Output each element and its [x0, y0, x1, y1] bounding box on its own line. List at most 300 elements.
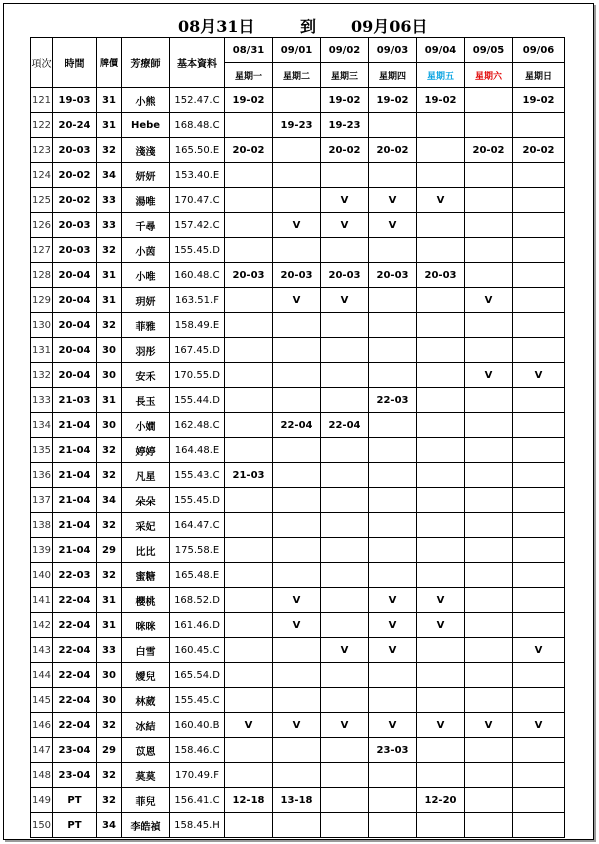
row-price: 32 [97, 563, 122, 588]
row-price: 30 [97, 338, 122, 363]
table-row [31, 788, 565, 813]
schedule-cell [417, 388, 465, 413]
schedule-cell [369, 563, 417, 588]
schedule-cell [369, 813, 417, 838]
row-therapist-name: 蜜糖 [122, 563, 170, 588]
schedule-cell [513, 438, 565, 463]
row-info: 168.52.D [170, 588, 225, 613]
row-info: 170.49.F [170, 763, 225, 788]
row-info: 157.42.C [170, 213, 225, 238]
start-date: 08月31日 [178, 17, 255, 36]
schedule-cell: V [273, 213, 321, 238]
row-price: 30 [97, 363, 122, 388]
schedule-cell [369, 438, 417, 463]
row-time: 21-04 [53, 513, 97, 538]
schedule-cell [417, 163, 465, 188]
schedule-cell [417, 688, 465, 713]
schedule-cell: V [369, 713, 417, 738]
schedule-cell [225, 738, 273, 763]
schedule-cell [417, 488, 465, 513]
schedule-cell: 19-02 [369, 88, 417, 113]
row-price: 32 [97, 313, 122, 338]
row-index: 123 [31, 138, 53, 163]
row-info: 164.47.C [170, 513, 225, 538]
row-index: 131 [31, 338, 53, 363]
schedule-cell: V [369, 588, 417, 613]
row-therapist-name: 安禾 [122, 363, 170, 388]
table-row [31, 513, 565, 538]
table-row [31, 88, 565, 113]
schedule-cell: V [513, 638, 565, 663]
row-index: 125 [31, 188, 53, 213]
row-price: 29 [97, 738, 122, 763]
row-time: 22-04 [53, 638, 97, 663]
schedule-cell [513, 563, 565, 588]
schedule-cell: 19-23 [273, 113, 321, 138]
schedule-cell [273, 813, 321, 838]
schedule-cell [465, 388, 513, 413]
schedule-cell [369, 463, 417, 488]
schedule-cell [321, 513, 369, 538]
schedule-cell: 13-18 [273, 788, 321, 813]
row-info: 165.50.E [170, 138, 225, 163]
schedule-cell [273, 363, 321, 388]
row-info: 158.46.C [170, 738, 225, 763]
schedule-cell [225, 513, 273, 538]
row-time: 20-04 [53, 363, 97, 388]
schedule-cell [273, 188, 321, 213]
schedule-cell [273, 163, 321, 188]
table-row [31, 413, 565, 438]
schedule-cell [465, 588, 513, 613]
table-row [31, 588, 565, 613]
schedule-cell [225, 113, 273, 138]
schedule-cell [513, 263, 565, 288]
row-time: 20-03 [53, 238, 97, 263]
row-info: 160.40.B [170, 713, 225, 738]
schedule-cell [369, 763, 417, 788]
schedule-cell [225, 638, 273, 663]
row-info: 165.54.D [170, 663, 225, 688]
schedule-cell: 12-20 [417, 788, 465, 813]
table-row [31, 388, 565, 413]
schedule-cell [417, 563, 465, 588]
row-info: 161.46.D [170, 613, 225, 638]
schedule-cell [321, 163, 369, 188]
schedule-cell [513, 763, 565, 788]
table-row [31, 163, 565, 188]
schedule-cell [417, 438, 465, 463]
row-info: 167.45.D [170, 338, 225, 363]
schedule-cell [465, 263, 513, 288]
row-info: 155.45.D [170, 488, 225, 513]
table-row [31, 763, 565, 788]
schedule-cell [417, 138, 465, 163]
row-time: 20-04 [53, 313, 97, 338]
table-row [31, 688, 565, 713]
row-therapist-name: 淺淺 [122, 138, 170, 163]
row-info: 155.43.C [170, 463, 225, 488]
schedule-cell [369, 688, 417, 713]
schedule-cell [273, 313, 321, 338]
row-info: 155.45.D [170, 238, 225, 263]
row-info: 168.48.C [170, 113, 225, 138]
schedule-cell [417, 363, 465, 388]
schedule-table [30, 37, 565, 838]
row-info: 164.48.E [170, 438, 225, 463]
schedule-cell [225, 363, 273, 388]
row-index: 134 [31, 413, 53, 438]
header-weekday: 星期四 [369, 63, 417, 88]
table-row [31, 738, 565, 763]
schedule-cell [225, 213, 273, 238]
row-therapist-name: 冰結 [122, 713, 170, 738]
schedule-cell [369, 788, 417, 813]
schedule-cell: 20-03 [225, 263, 273, 288]
schedule-cell [465, 663, 513, 688]
row-price: 30 [97, 413, 122, 438]
row-index: 141 [31, 588, 53, 613]
row-price: 34 [97, 813, 122, 838]
row-time: 23-04 [53, 763, 97, 788]
row-index: 135 [31, 438, 53, 463]
row-index: 149 [31, 788, 53, 813]
schedule-cell [273, 738, 321, 763]
schedule-cell [273, 463, 321, 488]
row-therapist-name: 玥妍 [122, 288, 170, 313]
row-price: 31 [97, 113, 122, 138]
table-row [31, 138, 565, 163]
row-info: 170.55.D [170, 363, 225, 388]
schedule-cell [417, 813, 465, 838]
schedule-cell [465, 438, 513, 463]
schedule-cell: V [369, 188, 417, 213]
header-info: 基本資料 [170, 38, 225, 88]
row-price: 33 [97, 213, 122, 238]
schedule-cell [465, 513, 513, 538]
row-therapist-name: 李皓禎 [122, 813, 170, 838]
row-index: 147 [31, 738, 53, 763]
row-time: 20-03 [53, 213, 97, 238]
schedule-cell [465, 813, 513, 838]
row-info: 163.51.F [170, 288, 225, 313]
schedule-cell [465, 638, 513, 663]
schedule-cell [225, 488, 273, 513]
row-time: 21-04 [53, 438, 97, 463]
table-row [31, 263, 565, 288]
row-time: 20-04 [53, 338, 97, 363]
row-price: 31 [97, 88, 122, 113]
schedule-cell [513, 488, 565, 513]
schedule-cell [417, 538, 465, 563]
schedule-cell [321, 388, 369, 413]
header-date: 08/31 [225, 38, 273, 63]
table-row [31, 238, 565, 263]
row-therapist-name: 朵朵 [122, 488, 170, 513]
schedule-cell [321, 763, 369, 788]
header-therapist: 芳療師 [122, 38, 170, 88]
schedule-cell [225, 288, 273, 313]
schedule-cell [369, 113, 417, 138]
row-price: 31 [97, 263, 122, 288]
schedule-cell [321, 238, 369, 263]
schedule-cell [513, 213, 565, 238]
schedule-cell [465, 463, 513, 488]
schedule-cell [273, 663, 321, 688]
schedule-cell: 12-18 [225, 788, 273, 813]
schedule-cell [417, 763, 465, 788]
schedule-cell [417, 113, 465, 138]
schedule-cell: V [321, 288, 369, 313]
row-price: 31 [97, 613, 122, 638]
header-index: 項次 [31, 38, 53, 88]
schedule-cell [513, 388, 565, 413]
schedule-cell [465, 313, 513, 338]
schedule-cell [513, 413, 565, 438]
header-weekday: 星期日 [513, 63, 565, 88]
row-price: 29 [97, 538, 122, 563]
row-therapist-name: 小茵 [122, 238, 170, 263]
row-time: 20-02 [53, 188, 97, 213]
row-time: 21-03 [53, 388, 97, 413]
schedule-cell [225, 763, 273, 788]
row-therapist-name: 櫻桃 [122, 588, 170, 613]
header-date: 09/01 [273, 38, 321, 63]
schedule-cell [369, 413, 417, 438]
schedule-cell [273, 438, 321, 463]
row-index: 124 [31, 163, 53, 188]
row-price: 32 [97, 513, 122, 538]
schedule-cell [369, 663, 417, 688]
schedule-cell [513, 163, 565, 188]
schedule-cell [465, 763, 513, 788]
row-therapist-name: 羽彤 [122, 338, 170, 363]
row-index: 122 [31, 113, 53, 138]
row-price: 32 [97, 438, 122, 463]
row-info: 158.49.E [170, 313, 225, 338]
schedule-cell [225, 388, 273, 413]
row-price: 31 [97, 588, 122, 613]
row-info: 165.48.E [170, 563, 225, 588]
schedule-cell [465, 563, 513, 588]
schedule-cell [417, 738, 465, 763]
row-therapist-name: 嬡兒 [122, 663, 170, 688]
header-price: 牌價 [97, 38, 122, 88]
table-row [31, 638, 565, 663]
schedule-cell: V [417, 188, 465, 213]
row-time: 22-04 [53, 688, 97, 713]
schedule-cell: V [321, 713, 369, 738]
header-date: 09/05 [465, 38, 513, 63]
schedule-cell [225, 313, 273, 338]
schedule-cell [417, 213, 465, 238]
schedule-cell: 20-03 [417, 263, 465, 288]
schedule-cell [273, 688, 321, 713]
schedule-cell [321, 488, 369, 513]
schedule-cell [465, 788, 513, 813]
schedule-cell: 19-02 [417, 88, 465, 113]
schedule-cell [225, 663, 273, 688]
row-index: 129 [31, 288, 53, 313]
table-row [31, 538, 565, 563]
row-time: 22-04 [53, 613, 97, 638]
schedule-cell [225, 563, 273, 588]
schedule-cell [465, 613, 513, 638]
schedule-cell [273, 338, 321, 363]
schedule-cell [417, 663, 465, 688]
schedule-cell [513, 288, 565, 313]
row-index: 136 [31, 463, 53, 488]
schedule-header [31, 38, 565, 88]
row-index: 145 [31, 688, 53, 713]
schedule-cell: V [417, 613, 465, 638]
header-weekday: 星期二 [273, 63, 321, 88]
schedule-cell [321, 438, 369, 463]
schedule-cell [273, 238, 321, 263]
schedule-cell: 20-02 [513, 138, 565, 163]
schedule-cell [465, 738, 513, 763]
schedule-cell [369, 338, 417, 363]
schedule-cell: V [273, 288, 321, 313]
row-info: 160.48.C [170, 263, 225, 288]
row-price: 32 [97, 788, 122, 813]
row-therapist-name: 苡恩 [122, 738, 170, 763]
row-price: 34 [97, 163, 122, 188]
schedule-cell [417, 288, 465, 313]
row-therapist-name: 婷婷 [122, 438, 170, 463]
header-weekday: 星期一 [225, 63, 273, 88]
row-time: 20-04 [53, 263, 97, 288]
row-index: 130 [31, 313, 53, 338]
date-range-title [0, 14, 599, 36]
schedule-cell [225, 238, 273, 263]
row-time: 20-24 [53, 113, 97, 138]
schedule-cell: 22-03 [369, 388, 417, 413]
header-time: 時間 [53, 38, 97, 88]
row-index: 121 [31, 88, 53, 113]
schedule-cell [513, 513, 565, 538]
header-weekday-saturday: 星期六 [465, 63, 513, 88]
row-info: 170.47.C [170, 188, 225, 213]
schedule-cell [465, 488, 513, 513]
schedule-cell: V [417, 713, 465, 738]
table-row [31, 663, 565, 688]
row-index: 140 [31, 563, 53, 588]
row-price: 32 [97, 713, 122, 738]
table-row [31, 563, 565, 588]
row-index: 148 [31, 763, 53, 788]
schedule-cell: 23-03 [369, 738, 417, 763]
schedule-cell [513, 338, 565, 363]
schedule-cell: V [273, 613, 321, 638]
schedule-cell [369, 288, 417, 313]
row-time: 22-03 [53, 563, 97, 588]
table-row [31, 288, 565, 313]
schedule-cell: 22-04 [273, 413, 321, 438]
schedule-cell [513, 538, 565, 563]
row-index: 132 [31, 363, 53, 388]
row-price: 32 [97, 763, 122, 788]
schedule-cell [273, 538, 321, 563]
schedule-cell: 20-03 [273, 263, 321, 288]
schedule-cell [273, 513, 321, 538]
schedule-cell: 21-03 [225, 463, 273, 488]
schedule-cell [465, 338, 513, 363]
schedule-cell: V [417, 588, 465, 613]
row-price: 31 [97, 288, 122, 313]
row-time: PT [53, 788, 97, 813]
table-row [31, 113, 565, 138]
schedule-cell [513, 813, 565, 838]
row-info: 155.44.D [170, 388, 225, 413]
schedule-cell [321, 363, 369, 388]
row-therapist-name: 長玉 [122, 388, 170, 413]
row-time: 19-03 [53, 88, 97, 113]
row-price: 30 [97, 663, 122, 688]
header-date: 09/02 [321, 38, 369, 63]
row-time: PT [53, 813, 97, 838]
row-therapist-name: 菲兒 [122, 788, 170, 813]
row-price: 32 [97, 238, 122, 263]
schedule-cell: V [513, 713, 565, 738]
range-separator: 到 [300, 17, 317, 36]
table-row [31, 488, 565, 513]
table-row [31, 438, 565, 463]
row-info: 153.40.E [170, 163, 225, 188]
schedule-cell [225, 188, 273, 213]
row-therapist-name: 妍妍 [122, 163, 170, 188]
header-date: 09/03 [369, 38, 417, 63]
header-weekday: 星期三 [321, 63, 369, 88]
schedule-cell: V [369, 638, 417, 663]
schedule-cell: 20-02 [321, 138, 369, 163]
schedule-cell [417, 413, 465, 438]
schedule-cell [273, 88, 321, 113]
schedule-cell [513, 688, 565, 713]
schedule-cell [513, 313, 565, 338]
schedule-cell [321, 813, 369, 838]
table-row [31, 338, 565, 363]
row-index: 139 [31, 538, 53, 563]
schedule-cell: 19-02 [321, 88, 369, 113]
schedule-cell [273, 388, 321, 413]
schedule-cell [273, 638, 321, 663]
row-therapist-name: 小嫺 [122, 413, 170, 438]
schedule-cell [513, 588, 565, 613]
row-index: 143 [31, 638, 53, 663]
row-index: 150 [31, 813, 53, 838]
schedule-cell [465, 88, 513, 113]
row-time: 22-04 [53, 713, 97, 738]
row-therapist-name: 菲雅 [122, 313, 170, 338]
schedule-cell [417, 338, 465, 363]
schedule-cell: V [369, 613, 417, 638]
schedule-cell [225, 688, 273, 713]
schedule-cell [321, 613, 369, 638]
row-info: 155.45.C [170, 688, 225, 713]
schedule-cell [465, 113, 513, 138]
row-time: 20-04 [53, 288, 97, 313]
row-price: 32 [97, 138, 122, 163]
schedule-cell [465, 188, 513, 213]
schedule-cell: V [321, 638, 369, 663]
row-index: 137 [31, 488, 53, 513]
row-price: 32 [97, 463, 122, 488]
row-time: 20-02 [53, 163, 97, 188]
row-info: 152.47.C [170, 88, 225, 113]
schedule-cell [465, 213, 513, 238]
row-time: 21-04 [53, 538, 97, 563]
